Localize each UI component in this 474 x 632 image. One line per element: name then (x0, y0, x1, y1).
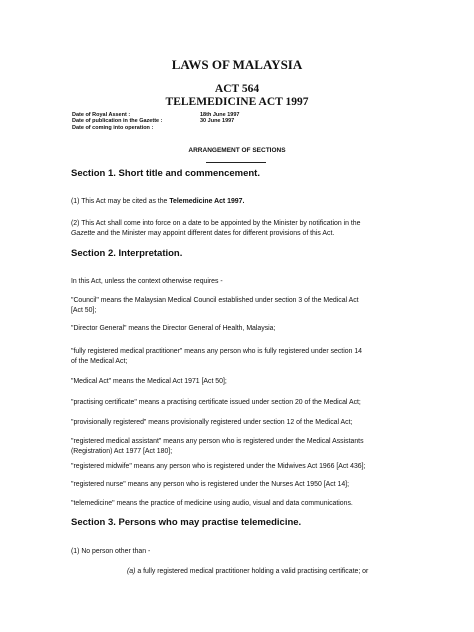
definition-fully-registered-line-2: of the Medical Act; (71, 358, 128, 365)
definition-telemedicine: "telemedicine" means the practice of medicine using audio, visual and data communications. (71, 500, 353, 507)
section-3-heading: Section 3. Persons who may practise telemedicine. (71, 517, 302, 528)
definition-practising-certificate: "practising certificate" means a practising certificate issued under section 20 of the Medical Act; (71, 399, 361, 406)
definition-council-line-2: [Act 50]; (71, 307, 97, 314)
laws-title: LAWS OF MALAYSIA (171, 57, 303, 72)
act-number: ACT 564 (214, 83, 260, 95)
section-1-paragraph-2-line-1: (2) This Act shall come into force on a date to be appointed by the Minister by notification in the (71, 220, 361, 227)
coming-label: Date of coming into operation : (72, 125, 154, 131)
definition-director: "Director General" means the Director General of Health, Malaysia; (71, 325, 276, 332)
interpretation-intro: In this Act, unless the context otherwise requires - (71, 278, 223, 285)
section-3-item-a: (a) a fully registered medical practitioner holding a valid practising certificate; or (127, 568, 369, 575)
gazette-value: 30 June 1997 (200, 118, 235, 124)
section-1-paragraph-1: (1) This Act may be cited as the Telemedicine Act 1997. (71, 198, 245, 205)
definition-medical-assistant-line-2: (Registration) Act 1977 [Act 180]; (71, 448, 173, 455)
section-1-heading: Section 1. Short title and commencement. (71, 168, 260, 179)
section-2-heading: Section 2. Interpretation. (71, 248, 183, 259)
section-1-paragraph-2-line-2: Gazette and the Minister may appoint different dates for different provisions of this Act. (71, 230, 335, 237)
assent-value: 18th June 1997 (200, 112, 240, 118)
definition-registered-nurse: "registered nurse" means any person who is registered under the Nurses Act 1950 [Act 14]; (71, 481, 349, 488)
definition-medical-act: "Medical Act" means the Medical Act 1971 [Act 50]; (71, 378, 227, 385)
definition-medical-assistant-line-1: "registered medical assistant" means any person who is registered under the Medical Assistants (71, 438, 364, 445)
gazette-label: Date of publication in the Gazette : (72, 118, 163, 124)
divider (206, 162, 266, 163)
definition-provisionally-registered: "provisionally registered" means provisionally registered under section 12 of the Medical Act; (71, 419, 353, 426)
definition-council-line-1: "Council" means the Malaysian Medical Council established under section 3 of the Medical Act (71, 297, 359, 304)
assent-label: Date of Royal Assent : (72, 112, 131, 118)
arrangement-heading: ARRANGEMENT OF SECTIONS (188, 147, 286, 154)
act-name: TELEMEDICINE ACT 1997 (165, 96, 309, 108)
section-3-paragraph-1: (1) No person other than - (71, 548, 151, 555)
definition-fully-registered-line-1: "fully registered medical practitioner" means any person who is fully registered under section 14 (71, 348, 362, 355)
definition-registered-midwife: "registered midwife" means any person who is registered under the Midwives Act 1966 [Act 436]; (71, 463, 366, 470)
